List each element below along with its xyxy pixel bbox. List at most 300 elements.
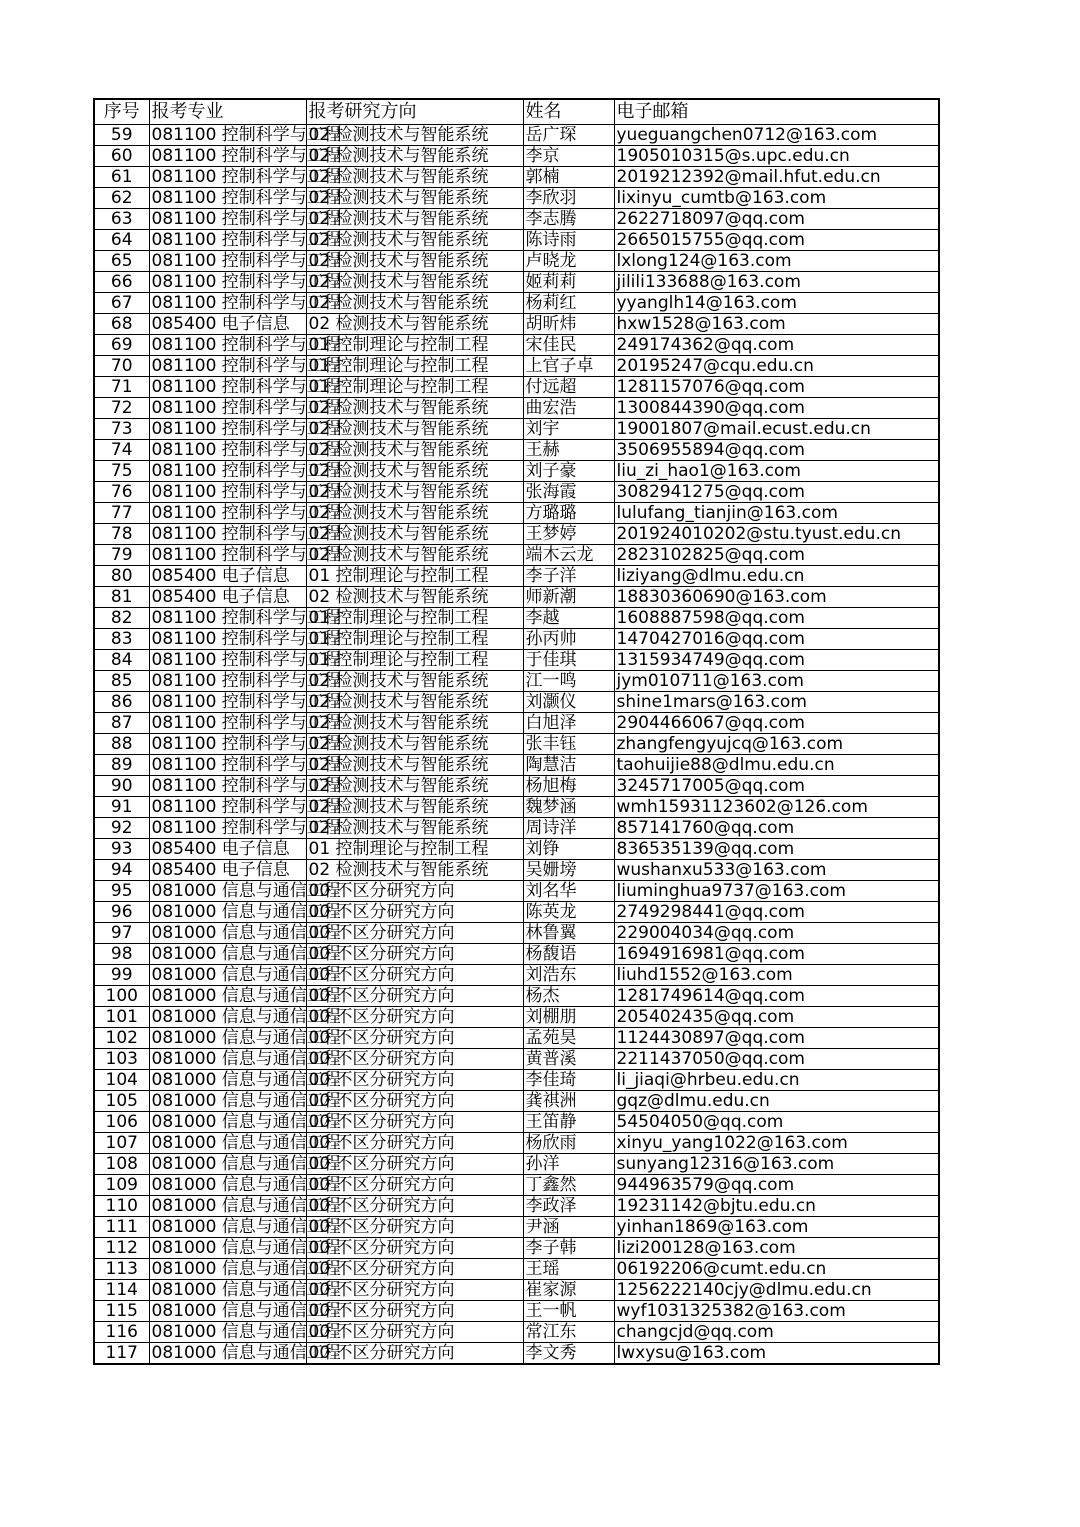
cell-name: 王瑶	[523, 1259, 614, 1280]
table-row	[94, 503, 939, 524]
cell-major: 081100 控制科学与工程	[149, 461, 306, 482]
cell-major: 081000 信息与通信工程	[149, 1217, 306, 1238]
cell-name: 李越	[523, 608, 614, 629]
cell-direction: 02 检测技术与智能系统	[306, 209, 523, 230]
cell-major: 081000 信息与通信工程	[149, 1343, 306, 1365]
table-row	[94, 1280, 939, 1301]
cell-direction: 00 不区分研究方向	[306, 1259, 523, 1280]
cell-index: 105	[94, 1091, 149, 1112]
cell-index: 95	[94, 881, 149, 902]
cell-email: 229004034@qq.com	[614, 923, 939, 944]
cell-direction: 02 检测技术与智能系统	[306, 440, 523, 461]
cell-index: 85	[94, 671, 149, 692]
cell-direction: 00 不区分研究方向	[306, 1028, 523, 1049]
table-row	[94, 1112, 939, 1133]
cell-name: 杨莉红	[523, 293, 614, 314]
cell-index: 71	[94, 377, 149, 398]
cell-direction: 02 检测技术与智能系统	[306, 146, 523, 167]
cell-email: xinyu_yang1022@163.com	[614, 1133, 939, 1154]
cell-index: 68	[94, 314, 149, 335]
cell-direction: 02 检测技术与智能系统	[306, 482, 523, 503]
table-row	[94, 1049, 939, 1070]
cell-email: jilili133688@163.com	[614, 272, 939, 293]
cell-email: 2019212392@mail.hfut.edu.cn	[614, 167, 939, 188]
cell-email: hxw1528@163.com	[614, 314, 939, 335]
cell-major: 081100 控制科学与工程	[149, 230, 306, 251]
header-name: 姓名	[523, 99, 614, 125]
cell-index: 111	[94, 1217, 149, 1238]
cell-direction: 02 检测技术与智能系统	[306, 587, 523, 608]
cell-direction: 02 检测技术与智能系统	[306, 272, 523, 293]
cell-index: 101	[94, 1007, 149, 1028]
cell-index: 116	[94, 1322, 149, 1343]
cell-email: yinhan1869@163.com	[614, 1217, 939, 1238]
cell-index: 114	[94, 1280, 149, 1301]
table-row	[94, 1322, 939, 1343]
table-row	[94, 1154, 939, 1175]
table-row	[94, 1238, 939, 1259]
cell-email: 201924010202@stu.tyust.edu.cn	[614, 524, 939, 545]
cell-index: 81	[94, 587, 149, 608]
table-row	[94, 839, 939, 860]
cell-major: 081100 控制科学与工程	[149, 272, 306, 293]
table-row	[94, 251, 939, 272]
cell-index: 76	[94, 482, 149, 503]
cell-name: 胡昕炜	[523, 314, 614, 335]
cell-major: 081100 控制科学与工程	[149, 167, 306, 188]
cell-name: 李子韩	[523, 1238, 614, 1259]
cell-email: gqz@dlmu.edu.cn	[614, 1091, 939, 1112]
cell-major: 081100 控制科学与工程	[149, 734, 306, 755]
cell-major: 081100 控制科学与工程	[149, 755, 306, 776]
cell-direction: 02 检测技术与智能系统	[306, 734, 523, 755]
cell-index: 77	[94, 503, 149, 524]
cell-major: 081000 信息与通信工程	[149, 1049, 306, 1070]
cell-index: 89	[94, 755, 149, 776]
cell-email: 1256222140cjy@dlmu.edu.cn	[614, 1280, 939, 1301]
cell-name: 曲宏浩	[523, 398, 614, 419]
cell-direction: 02 检测技术与智能系统	[306, 503, 523, 524]
cell-email: zhangfengyujcq@163.com	[614, 734, 939, 755]
cell-email: liu_zi_hao1@163.com	[614, 461, 939, 482]
cell-email: yueguangchen0712@163.com	[614, 125, 939, 146]
cell-email: 1315934749@qq.com	[614, 650, 939, 671]
cell-direction: 02 检测技术与智能系统	[306, 545, 523, 566]
cell-index: 61	[94, 167, 149, 188]
table-row	[94, 1028, 939, 1049]
cell-email: 1608887598@qq.com	[614, 608, 939, 629]
cell-name: 付远超	[523, 377, 614, 398]
table-row	[94, 587, 939, 608]
cell-major: 081100 控制科学与工程	[149, 419, 306, 440]
cell-major: 081100 控制科学与工程	[149, 524, 306, 545]
cell-index: 75	[94, 461, 149, 482]
cell-direction: 00 不区分研究方向	[306, 1238, 523, 1259]
cell-major: 081100 控制科学与工程	[149, 503, 306, 524]
cell-email: sunyang12316@163.com	[614, 1154, 939, 1175]
cell-name: 岳广琛	[523, 125, 614, 146]
table-row	[94, 335, 939, 356]
cell-name: 丁鑫然	[523, 1175, 614, 1196]
cell-email: 1281157076@qq.com	[614, 377, 939, 398]
cell-name: 黄普溪	[523, 1049, 614, 1070]
cell-index: 87	[94, 713, 149, 734]
cell-email: 836535139@qq.com	[614, 839, 939, 860]
table-row	[94, 566, 939, 587]
table-row	[94, 881, 939, 902]
cell-direction: 02 检测技术与智能系统	[306, 713, 523, 734]
cell-direction: 00 不区分研究方向	[306, 1196, 523, 1217]
cell-major: 085400 电子信息	[149, 566, 306, 587]
cell-direction: 01 控制理论与控制工程	[306, 566, 523, 587]
table-row	[94, 986, 939, 1007]
cell-name: 于佳琪	[523, 650, 614, 671]
cell-name: 刘浩东	[523, 965, 614, 986]
cell-major: 081100 控制科学与工程	[149, 251, 306, 272]
cell-name: 王一帆	[523, 1301, 614, 1322]
table-row	[94, 272, 939, 293]
cell-email: 1124430897@qq.com	[614, 1028, 939, 1049]
table-row	[94, 1217, 939, 1238]
cell-major: 081100 控制科学与工程	[149, 650, 306, 671]
cell-direction: 02 检测技术与智能系统	[306, 419, 523, 440]
cell-direction: 02 检测技术与智能系统	[306, 167, 523, 188]
cell-major: 081000 信息与通信工程	[149, 1028, 306, 1049]
cell-index: 90	[94, 776, 149, 797]
cell-email: 1281749614@qq.com	[614, 986, 939, 1007]
table-row	[94, 356, 939, 377]
table-row	[94, 440, 939, 461]
cell-direction: 01 控制理论与控制工程	[306, 629, 523, 650]
cell-index: 67	[94, 293, 149, 314]
table-row	[94, 1343, 939, 1365]
table-row	[94, 314, 939, 335]
cell-direction: 00 不区分研究方向	[306, 923, 523, 944]
cell-name: 陶慧洁	[523, 755, 614, 776]
cell-direction: 00 不区分研究方向	[306, 1070, 523, 1091]
cell-direction: 00 不区分研究方向	[306, 1322, 523, 1343]
header-major: 报考专业	[149, 99, 306, 125]
cell-index: 110	[94, 1196, 149, 1217]
cell-email: liuminghua9737@163.com	[614, 881, 939, 902]
table-row	[94, 1301, 939, 1322]
cell-major: 081000 信息与通信工程	[149, 1133, 306, 1154]
cell-email: wyf1031325382@163.com	[614, 1301, 939, 1322]
cell-direction: 02 检测技术与智能系统	[306, 314, 523, 335]
cell-direction: 02 检测技术与智能系统	[306, 755, 523, 776]
cell-major: 081100 控制科学与工程	[149, 797, 306, 818]
cell-name: 刘子豪	[523, 461, 614, 482]
cell-name: 杨欣雨	[523, 1133, 614, 1154]
table-row	[94, 629, 939, 650]
cell-major: 081000 信息与通信工程	[149, 1007, 306, 1028]
cell-name: 刘灏仪	[523, 692, 614, 713]
cell-index: 100	[94, 986, 149, 1007]
table-row	[94, 797, 939, 818]
cell-direction: 02 检测技术与智能系统	[306, 692, 523, 713]
cell-name: 龚祺洲	[523, 1091, 614, 1112]
table-row	[94, 608, 939, 629]
cell-direction: 02 检测技术与智能系统	[306, 818, 523, 839]
table-body	[94, 125, 939, 1365]
cell-email: 249174362@qq.com	[614, 335, 939, 356]
cell-email: li_jiaqi@hrbeu.edu.cn	[614, 1070, 939, 1091]
table-row	[94, 482, 939, 503]
cell-major: 081100 控制科学与工程	[149, 671, 306, 692]
cell-index: 59	[94, 125, 149, 146]
cell-direction: 00 不区分研究方向	[306, 1112, 523, 1133]
cell-email: jym010711@163.com	[614, 671, 939, 692]
cell-major: 081100 控制科学与工程	[149, 146, 306, 167]
cell-index: 82	[94, 608, 149, 629]
cell-email: 2904466067@qq.com	[614, 713, 939, 734]
cell-major: 081100 控制科学与工程	[149, 482, 306, 503]
cell-direction: 02 检测技术与智能系统	[306, 860, 523, 881]
cell-email: taohuijie88@dlmu.edu.cn	[614, 755, 939, 776]
cell-name: 杨馥语	[523, 944, 614, 965]
table-row	[94, 734, 939, 755]
cell-direction: 02 检测技术与智能系统	[306, 251, 523, 272]
cell-name: 姬莉莉	[523, 272, 614, 293]
cell-direction: 01 控制理论与控制工程	[306, 839, 523, 860]
cell-index: 64	[94, 230, 149, 251]
cell-major: 081100 控制科学与工程	[149, 293, 306, 314]
cell-email: 944963579@qq.com	[614, 1175, 939, 1196]
cell-name: 杨杰	[523, 986, 614, 1007]
cell-email: 18830360690@163.com	[614, 587, 939, 608]
cell-index: 73	[94, 419, 149, 440]
cell-email: 1694916981@qq.com	[614, 944, 939, 965]
cell-direction: 00 不区分研究方向	[306, 944, 523, 965]
table-row	[94, 818, 939, 839]
cell-major: 081100 控制科学与工程	[149, 335, 306, 356]
cell-index: 92	[94, 818, 149, 839]
cell-major: 081100 控制科学与工程	[149, 629, 306, 650]
cell-index: 88	[94, 734, 149, 755]
table-row	[94, 650, 939, 671]
cell-index: 115	[94, 1301, 149, 1322]
cell-email: 2749298441@qq.com	[614, 902, 939, 923]
cell-major: 081000 信息与通信工程	[149, 1196, 306, 1217]
cell-index: 106	[94, 1112, 149, 1133]
cell-name: 刘铮	[523, 839, 614, 860]
cell-direction: 00 不区分研究方向	[306, 1007, 523, 1028]
cell-major: 085400 电子信息	[149, 860, 306, 881]
cell-email: 19231142@bjtu.edu.cn	[614, 1196, 939, 1217]
cell-name: 李佳琦	[523, 1070, 614, 1091]
cell-major: 081100 控制科学与工程	[149, 608, 306, 629]
cell-index: 70	[94, 356, 149, 377]
cell-email: 3082941275@qq.com	[614, 482, 939, 503]
cell-index: 69	[94, 335, 149, 356]
cell-name: 崔家源	[523, 1280, 614, 1301]
cell-direction: 00 不区分研究方向	[306, 1049, 523, 1070]
table-row	[94, 230, 939, 251]
cell-major: 081100 控制科学与工程	[149, 125, 306, 146]
cell-email: changcjd@qq.com	[614, 1322, 939, 1343]
table-row	[94, 923, 939, 944]
cell-major: 081000 信息与通信工程	[149, 1154, 306, 1175]
table-row	[94, 209, 939, 230]
cell-index: 96	[94, 902, 149, 923]
cell-major: 081100 控制科学与工程	[149, 776, 306, 797]
cell-index: 72	[94, 398, 149, 419]
table-row	[94, 293, 939, 314]
cell-name: 李欣羽	[523, 188, 614, 209]
cell-name: 李子洋	[523, 566, 614, 587]
cell-name: 孙洋	[523, 1154, 614, 1175]
cell-email: 2622718097@qq.com	[614, 209, 939, 230]
cell-major: 081100 控制科学与工程	[149, 692, 306, 713]
cell-major: 081100 控制科学与工程	[149, 713, 306, 734]
cell-index: 107	[94, 1133, 149, 1154]
cell-index: 104	[94, 1070, 149, 1091]
table-row	[94, 524, 939, 545]
cell-major: 081100 控制科学与工程	[149, 356, 306, 377]
cell-major: 081000 信息与通信工程	[149, 902, 306, 923]
cell-direction: 00 不区分研究方向	[306, 986, 523, 1007]
cell-email: lixinyu_cumtb@163.com	[614, 188, 939, 209]
cell-email: liziyang@dlmu.edu.cn	[614, 566, 939, 587]
header-row	[94, 99, 939, 125]
cell-direction: 00 不区分研究方向	[306, 1280, 523, 1301]
cell-direction: 02 检测技术与智能系统	[306, 230, 523, 251]
cell-major: 081100 控制科学与工程	[149, 188, 306, 209]
cell-index: 65	[94, 251, 149, 272]
cell-name: 李志腾	[523, 209, 614, 230]
cell-direction: 02 检测技术与智能系统	[306, 524, 523, 545]
cell-index: 109	[94, 1175, 149, 1196]
cell-direction: 00 不区分研究方向	[306, 1154, 523, 1175]
cell-direction: 02 检测技术与智能系统	[306, 776, 523, 797]
cell-major: 085400 电子信息	[149, 839, 306, 860]
cell-direction: 00 不区分研究方向	[306, 1217, 523, 1238]
cell-name: 王赫	[523, 440, 614, 461]
cell-direction: 01 控制理论与控制工程	[306, 650, 523, 671]
cell-index: 78	[94, 524, 149, 545]
cell-name: 卢晓龙	[523, 251, 614, 272]
cell-major: 081000 信息与通信工程	[149, 1238, 306, 1259]
cell-index: 103	[94, 1049, 149, 1070]
cell-index: 98	[94, 944, 149, 965]
cell-direction: 01 控制理论与控制工程	[306, 608, 523, 629]
cell-major: 081000 信息与通信工程	[149, 1259, 306, 1280]
table-row	[94, 146, 939, 167]
header-email: 电子邮箱	[614, 99, 939, 125]
cell-direction: 00 不区分研究方向	[306, 1175, 523, 1196]
cell-major: 085400 电子信息	[149, 587, 306, 608]
cell-direction: 01 控制理论与控制工程	[306, 335, 523, 356]
cell-index: 102	[94, 1028, 149, 1049]
cell-major: 081000 信息与通信工程	[149, 1301, 306, 1322]
table-row	[94, 1133, 939, 1154]
cell-email: yyanglh14@163.com	[614, 293, 939, 314]
cell-major: 081000 信息与通信工程	[149, 1070, 306, 1091]
cell-index: 112	[94, 1238, 149, 1259]
cell-name: 尹涵	[523, 1217, 614, 1238]
cell-name: 师新潮	[523, 587, 614, 608]
cell-major: 081000 信息与通信工程	[149, 1175, 306, 1196]
cell-name: 张丰钰	[523, 734, 614, 755]
header-index: 序号	[94, 99, 149, 125]
cell-email: 2823102825@qq.com	[614, 545, 939, 566]
cell-email: lwxysu@163.com	[614, 1343, 939, 1365]
table-row	[94, 1091, 939, 1112]
cell-direction: 02 检测技术与智能系统	[306, 671, 523, 692]
cell-name: 张海霞	[523, 482, 614, 503]
table-row	[94, 860, 939, 881]
cell-index: 86	[94, 692, 149, 713]
cell-major: 081100 控制科学与工程	[149, 398, 306, 419]
cell-name: 孟苑昊	[523, 1028, 614, 1049]
cell-name: 孙丙帅	[523, 629, 614, 650]
cell-direction: 01 控制理论与控制工程	[306, 356, 523, 377]
cell-email: wushanxu533@163.com	[614, 860, 939, 881]
cell-index: 66	[94, 272, 149, 293]
table-row	[94, 1007, 939, 1028]
cell-email: 06192206@cumt.edu.cn	[614, 1259, 939, 1280]
cell-email: liuhd1552@163.com	[614, 965, 939, 986]
cell-email: 857141760@qq.com	[614, 818, 939, 839]
cell-email: lulufang_tianjin@163.com	[614, 503, 939, 524]
cell-direction: 02 检测技术与智能系统	[306, 398, 523, 419]
cell-index: 79	[94, 545, 149, 566]
table-row	[94, 1070, 939, 1091]
table-row	[94, 671, 939, 692]
cell-email: 19001807@mail.ecust.edu.cn	[614, 419, 939, 440]
cell-direction: 02 检测技术与智能系统	[306, 125, 523, 146]
table-row	[94, 776, 939, 797]
table-row	[94, 1175, 939, 1196]
cell-email: 1905010315@s.upc.edu.cn	[614, 146, 939, 167]
table-row	[94, 902, 939, 923]
cell-major: 085400 电子信息	[149, 314, 306, 335]
table-row	[94, 1259, 939, 1280]
cell-email: 205402435@qq.com	[614, 1007, 939, 1028]
cell-name: 王笛静	[523, 1112, 614, 1133]
cell-direction: 02 检测技术与智能系统	[306, 461, 523, 482]
cell-major: 081000 信息与通信工程	[149, 881, 306, 902]
cell-name: 杨旭梅	[523, 776, 614, 797]
table-row	[94, 713, 939, 734]
cell-email: 2211437050@qq.com	[614, 1049, 939, 1070]
cell-email: lizi200128@163.com	[614, 1238, 939, 1259]
cell-major: 081000 信息与通信工程	[149, 1091, 306, 1112]
cell-index: 91	[94, 797, 149, 818]
table-row	[94, 398, 939, 419]
cell-direction: 00 不区分研究方向	[306, 1301, 523, 1322]
cell-major: 081000 信息与通信工程	[149, 944, 306, 965]
cell-index: 62	[94, 188, 149, 209]
cell-email: 54504050@qq.com	[614, 1112, 939, 1133]
table-row	[94, 188, 939, 209]
cell-direction: 00 不区分研究方向	[306, 1133, 523, 1154]
cell-name: 宋佳民	[523, 335, 614, 356]
cell-major: 081000 信息与通信工程	[149, 923, 306, 944]
cell-name: 白旭泽	[523, 713, 614, 734]
cell-major: 081000 信息与通信工程	[149, 986, 306, 1007]
cell-name: 刘棚朋	[523, 1007, 614, 1028]
cell-direction: 02 检测技术与智能系统	[306, 293, 523, 314]
cell-email: lxlong124@163.com	[614, 251, 939, 272]
cell-major: 081100 控制科学与工程	[149, 209, 306, 230]
cell-name: 李政泽	[523, 1196, 614, 1217]
cell-index: 93	[94, 839, 149, 860]
cell-name: 林鲁翼	[523, 923, 614, 944]
cell-major: 081100 控制科学与工程	[149, 818, 306, 839]
cell-major: 081000 信息与通信工程	[149, 1280, 306, 1301]
cell-name: 刘名华	[523, 881, 614, 902]
